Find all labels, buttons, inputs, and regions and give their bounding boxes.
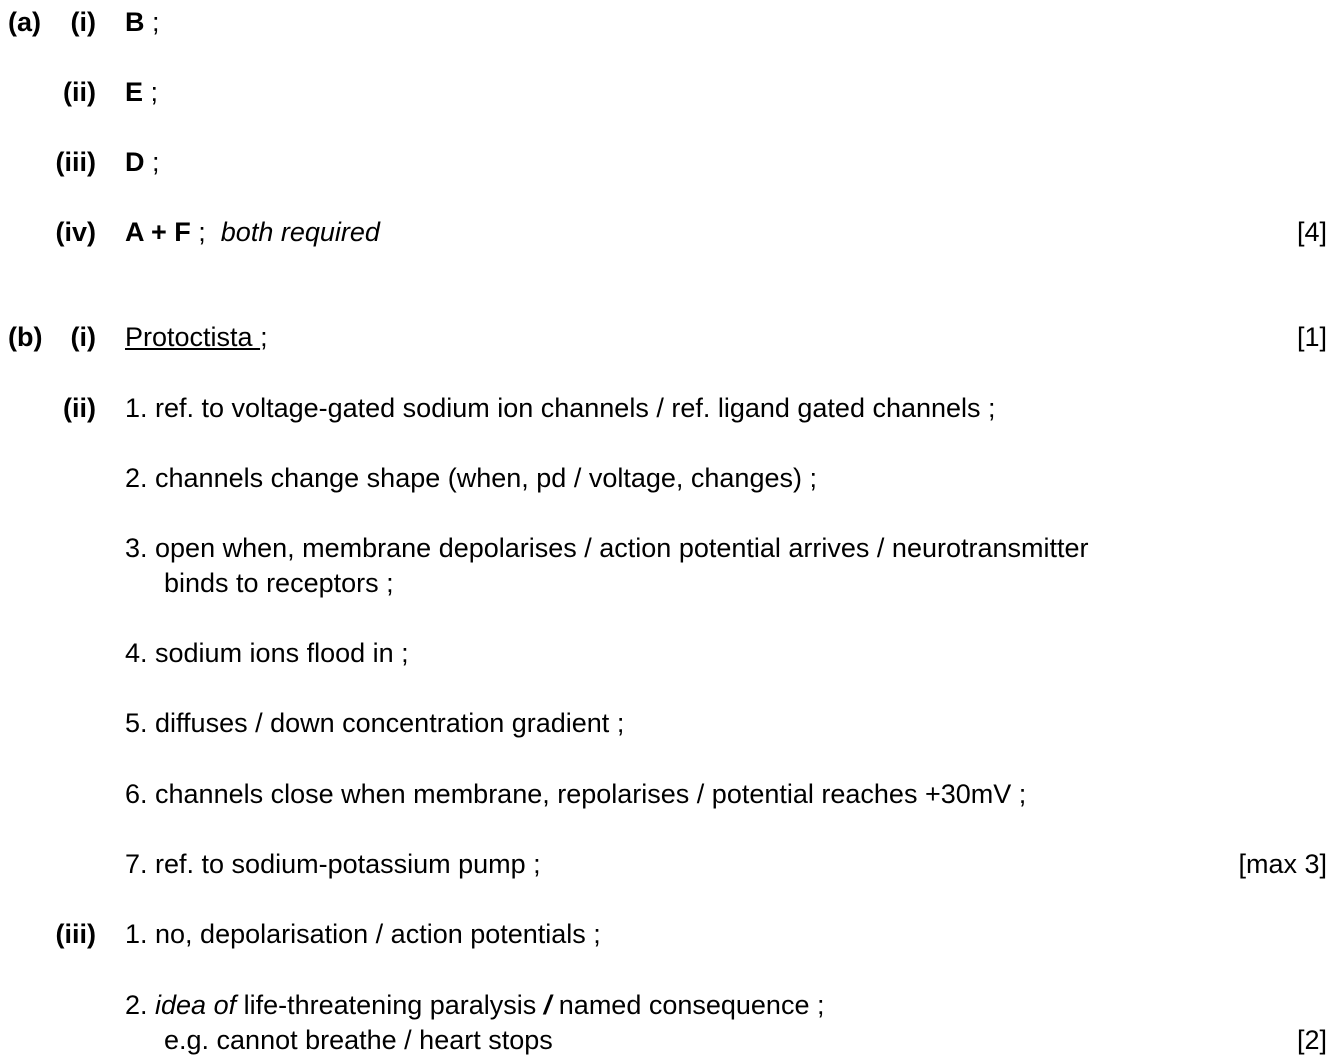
a-i-letter: B xyxy=(125,7,145,37)
a-iii-sep: ; xyxy=(144,147,160,177)
a-iv-number: (iv) xyxy=(55,217,96,247)
b-ii-point-3-cont: binds to receptors ; xyxy=(164,568,394,598)
b-iii-point-2-cont: e.g. cannot breathe / heart stops xyxy=(164,1025,553,1055)
a-iv-sep: ; xyxy=(190,217,221,247)
a-iv-note: both required xyxy=(220,217,380,247)
a-ii-letter: E xyxy=(125,77,144,107)
a-i-sep: ; xyxy=(144,7,160,37)
b-i-answer xyxy=(125,320,268,354)
b-iii-p2-prefix: 2. xyxy=(125,990,156,1020)
b-iii-mark: [2] xyxy=(1296,1025,1327,1055)
a-iv-letters: A + F xyxy=(125,217,191,247)
b-iii-p2-text: life-threatening paralysis xyxy=(236,990,544,1020)
a-iii-number: (iii) xyxy=(55,147,96,177)
b-iii-number: (iii) xyxy=(55,919,96,949)
b-i-mark: [1] xyxy=(1296,322,1327,352)
b-iii-p2-idea: idea of xyxy=(155,990,237,1020)
a-ii-answer xyxy=(125,75,158,109)
b-i-number: (i) xyxy=(70,322,96,352)
a-iii-answer xyxy=(125,145,160,179)
b-iii-point-2 xyxy=(125,988,824,1022)
b-i-sep: ; xyxy=(260,322,268,352)
b-ii-mark: [max 3] xyxy=(1238,849,1327,879)
part-a-label: (a) xyxy=(8,7,41,37)
a-ii-sep: ; xyxy=(143,77,159,107)
b-ii-point-5: 5. diffuses / down concentration gradient ; xyxy=(125,708,625,738)
b-iii-point-1: 1. no, depolarisation / action potentials ; xyxy=(125,919,601,949)
b-iii-p2-end: named consequence ; xyxy=(551,990,825,1020)
b-ii-point-7: 7. ref. to sodium-potassium pump ; xyxy=(125,849,541,879)
b-ii-point-3: 3. open when, membrane depolarises / action potential arrives / neurotransmitter xyxy=(125,533,1089,563)
a-ii-number: (ii) xyxy=(63,77,96,107)
b-ii-number: (ii) xyxy=(63,393,96,423)
a-iv-answer xyxy=(125,215,380,249)
b-iii-p2-slash: / xyxy=(543,990,552,1020)
b-ii-point-2: 2. channels change shape (when, pd / voltage, changes) ; xyxy=(125,463,817,493)
a-iii-letter: D xyxy=(125,147,145,177)
b-i-term: Protoctista xyxy=(125,322,261,352)
b-ii-point-1: 1. ref. to voltage-gated sodium ion channels / ref. ligand gated channels ; xyxy=(125,393,996,423)
a-i-answer xyxy=(125,5,160,39)
b-ii-point-6: 6. channels close when membrane, repolarises / potential reaches +30mV ; xyxy=(125,779,1027,809)
a-i-number: (i) xyxy=(70,7,96,37)
part-b-label: (b) xyxy=(8,322,43,352)
b-ii-point-4: 4. sodium ions flood in ; xyxy=(125,638,409,668)
a-mark: [4] xyxy=(1296,217,1327,247)
